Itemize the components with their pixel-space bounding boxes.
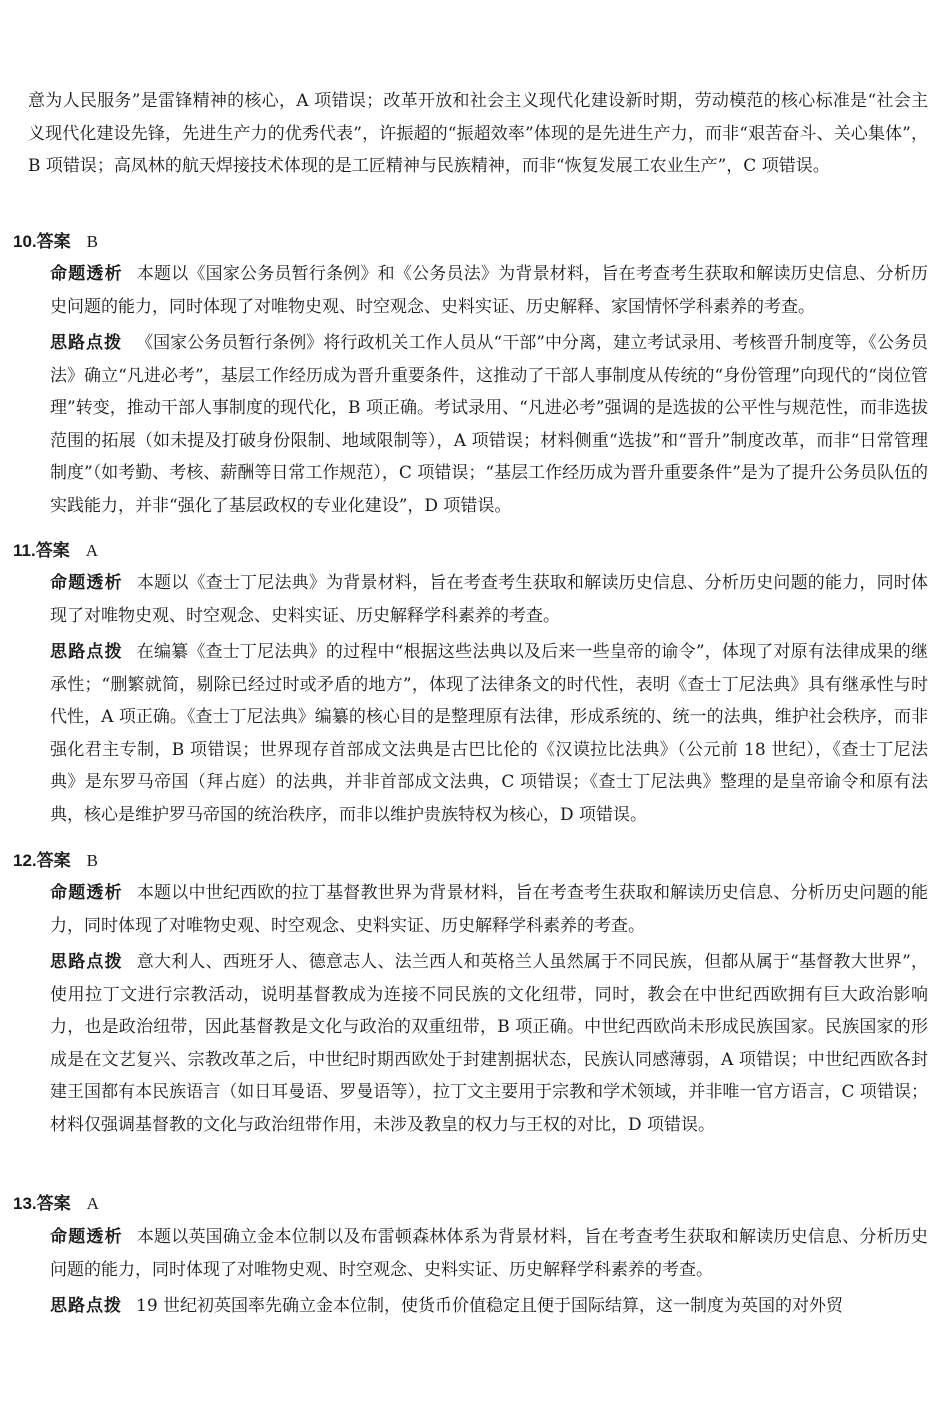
answer-label: 答案 xyxy=(36,232,71,252)
question-11-header xyxy=(13,535,313,568)
question-10-hint xyxy=(50,327,928,523)
question-11-intent xyxy=(50,567,928,632)
intent-label: 命题透析 xyxy=(50,883,123,903)
hint-label: 思路点拨 xyxy=(50,952,123,972)
intent-label: 命题透析 xyxy=(50,573,123,593)
question-10-intent xyxy=(50,258,928,323)
question-number: 10. xyxy=(13,232,37,251)
intent-text: 本题以英国确立金本位制以及布雷顿森林体系为背景材料，旨在考查考生获取和解读历史信息、分析历史问题的能力，同时体现了对唯物史观、时空观念、史料实证、历史解释学科素养的考查。 xyxy=(50,1227,929,1280)
question-10-header xyxy=(13,226,313,259)
answer-label: 答案 xyxy=(36,851,71,871)
answer-label: 答案 xyxy=(36,1194,71,1214)
hint-text: 《国家公务员暂行条例》将行政机关工作人员从“干部”中分离，建立考试录用、考核晋升制度等，《公务员法》确立“凡进必考”，基层工作经历成为晋升重要条件，这推动了干部人事制度从传统的“身份管理”向现代的“岗位管理”转变，推动干部人事制度的现代化，B 项正确。考试录用、“凡进必考”强调的是选拔的公平性与规范性，而非选拔范围的拓展（如未提及打破身份限制、地域限制等），A 项错误；材料侧重“选拔”和“晋升”制度改革，而非“日常管理制度”（如考勤、考核、薪酬等日常工作规范），C 项错误；“基层工作经历成为晋升重要条件”是为了提升公务员队伍的实践能力，并非“强化了基层政权的专业化建设”，D 项错误。 xyxy=(50,333,928,516)
question-11-hint xyxy=(50,636,928,832)
answer-value: B xyxy=(86,851,98,870)
question-12-header xyxy=(13,845,313,878)
question-13-hint xyxy=(50,1290,928,1323)
question-number: 13. xyxy=(13,1194,37,1213)
answer-value: B xyxy=(86,232,98,251)
intent-label: 命题透析 xyxy=(50,1227,123,1247)
answer-label: 答案 xyxy=(35,541,70,561)
intent-text: 本题以中世纪西欧的拉丁基督教世界为背景材料，旨在考查考生获取和解读历史信息、分析历史问题的能力，同时体现了对唯物史观、时空观念、史料实证、历史解释学科素养的考查。 xyxy=(50,883,929,936)
hint-text: 在编纂《查士丁尼法典》的过程中“根据这些法典以及后来一些皇帝的谕令”，体现了对原有法律成果的继承性；“删繁就简，剔除已经过时或矛盾的地方”，体现了法律条文的时代性，表明《查士丁尼法典》具有继承性与时代性，A 项正确。《查士丁尼法典》编纂的核心目的是整理原有法律，形成系统的、统一的法典，维护社会秩序，而非强化君主专制，B 项错误；世界现存首部成文法典是古巴比伦的《汉谟拉比法典》（公元前 18 世纪），《查士丁尼法典》是东罗马帝国（拜占庭）的法典，并非首部成文法典，C 项错误；《查士丁尼法典》整理的是皇帝谕令和原有法典，核心是维护罗马帝国的统治秩序，而非以维护贵族特权为核心，D 项错误。 xyxy=(50,642,929,825)
question-12-hint xyxy=(50,946,928,1142)
intent-label: 命题透析 xyxy=(50,264,123,284)
hint-label: 思路点拨 xyxy=(50,642,123,662)
intent-text: 本题以《国家公务员暂行条例》和《公务员法》为背景材料，旨在考查考生获取和解读历史信息、分析历史问题的能力，同时体现了对唯物史观、时空观念、史料实证、历史解释、家国情怀学科素养的考查。 xyxy=(50,264,929,317)
answer-value: A xyxy=(85,541,98,560)
question-number: 12. xyxy=(13,851,37,870)
question-13-intent xyxy=(50,1221,928,1286)
intent-text: 本题以《查士丁尼法典》为背景材料，旨在考查考生获取和解读历史信息、分析历史问题的能力，同时体现了对唯物史观、时空观念、史料实证、历史解释学科素养的考查。 xyxy=(50,573,929,626)
question-13-header xyxy=(13,1188,313,1221)
hint-text: 意大利人、西班牙人、德意志人、法兰西人和英格兰人虽然属于不同民族，但都从属于“基督教大世界”，使用拉丁文进行宗教活动，说明基督教成为连接不同民族的文化纽带，同时，教会在中世纪西欧拥有巨大政治影响力，也是政治纽带，因此基督教是文化与政治的双重纽带，B 项正确。中世纪西欧尚未形成民族国家。民族国家的形成是在文艺复兴、宗教改革之后，中世纪时期西欧处于封建割据状态，民族认同感薄弱，A 项错误；中世纪西欧各封建王国都有本民族语言（如日耳曼语、罗曼语等），拉丁文主要用于宗教和学术领域，并非唯一官方语言，C 项错误；材料仅强调基督教的文化与政治纽带作用，未涉及教皇的权力与王权的对比，D 项错误。 xyxy=(50,952,929,1135)
hint-label: 思路点拨 xyxy=(50,333,123,353)
question-12-intent xyxy=(50,877,928,942)
intro-paragraph: 意为人民服务”是雷锋精神的核心，A 项错误；改革开放和社会主义现代化建设新时期，劳动模范的核心标准是“社会主义现代化建设先锋，先进生产力的优秀代表”，许振超的“振超效率”体现的是先进生产力，而非“艰苦奋斗、关心集体”，B 项错误；高凤林的航天焊接技术体现的是工匠精神与民族精神，而非“恢复发展工农业生产”，C 项错误。 xyxy=(28,91,928,177)
hint-text: 19 世纪初英国率先确立金本位制，使货币价值稳定且便于国际结算，这一制度为英国的对外贸 xyxy=(136,1296,844,1316)
question-number: 11. xyxy=(13,541,36,560)
hint-label: 思路点拨 xyxy=(50,1296,122,1316)
answer-value: A xyxy=(86,1194,99,1213)
